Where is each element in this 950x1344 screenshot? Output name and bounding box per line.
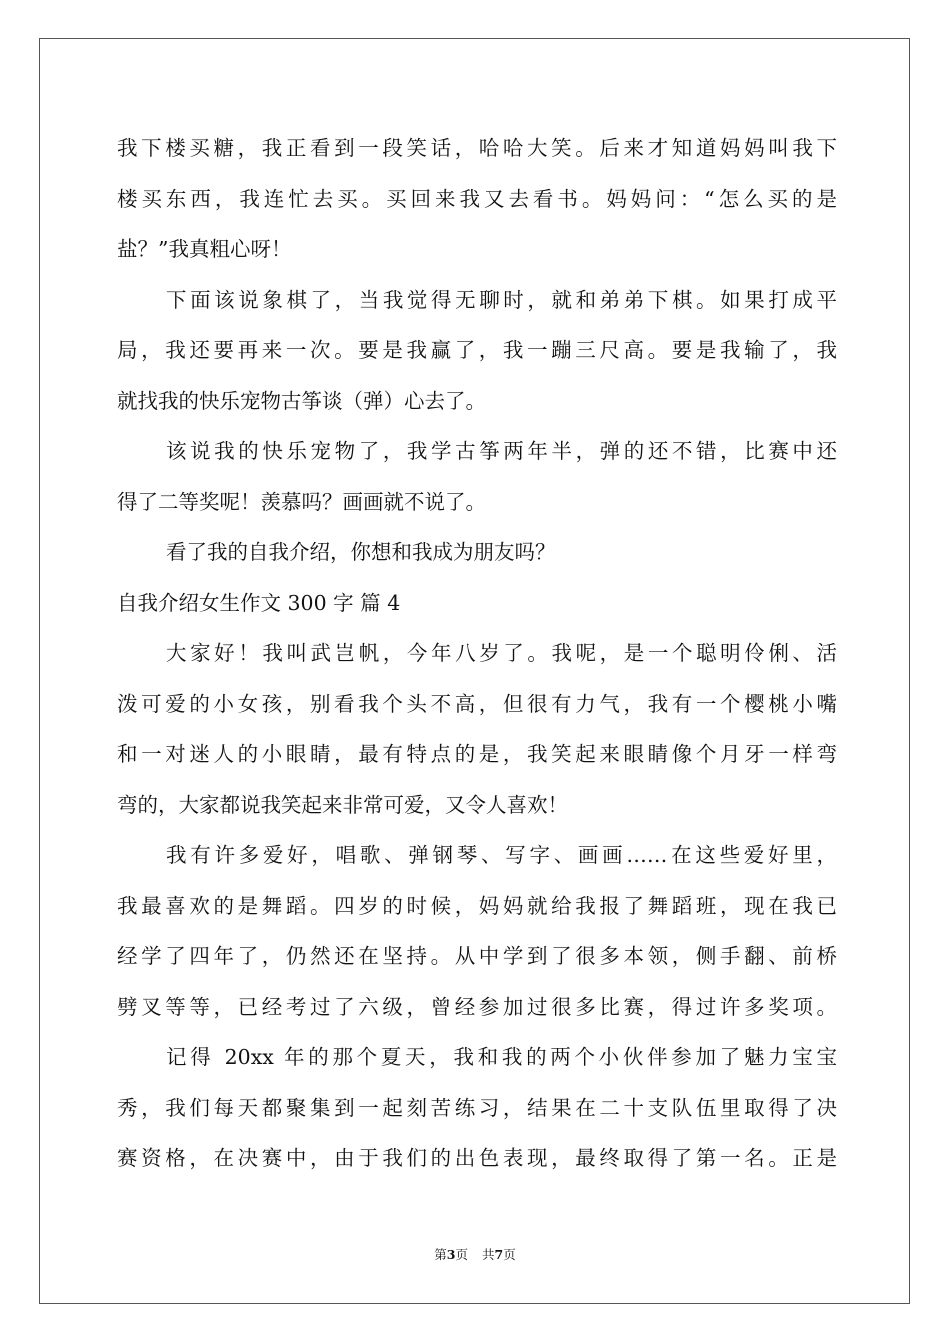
text-line-18: 劈叉等等，已经考过了六级，曾经参加过很多比赛，得过许多奖项。	[117, 994, 837, 1019]
text-line-20: 秀，我们每天都聚集到一起刻苦练习，结果在二十支队伍里取得了决	[117, 1095, 837, 1120]
text-line-21: 赛资格，在决赛中，由于我们的出色表现，最终取得了第一名。正是	[117, 1146, 837, 1170]
footer-page-number: 3	[446, 1247, 456, 1262]
text-line-6: 就找我的快乐宠物古筝谈（弹）心去了。	[117, 388, 486, 413]
text-line-9: 看了我的自我介绍，你想和我成为朋友吗？	[166, 540, 556, 564]
text-line-19: 记得 20xx 年的那个夏天，我和我的两个小伙伴参加了魅力宝宝	[166, 1045, 837, 1069]
text-line-4: 下面该说象棋了，当我觉得无聊时，就和弟弟下棋。如果打成平	[166, 287, 837, 312]
text-line-3: 盐？”我真粗心呀！	[117, 237, 292, 261]
footer-total-number: 7	[494, 1247, 504, 1262]
text-line-14: 弯的，大家都说我笑起来非常可爱，又令人喜欢！	[117, 792, 568, 817]
text-line-11: 大家好！我叫武岂帆，今年八岁了。我呢，是一个聪明伶俐、活	[166, 641, 837, 665]
text-line-8: 得了二等奖呢！羡慕吗？画画就不说了。	[117, 489, 486, 514]
footer-total-suffix: 页	[503, 1247, 516, 1262]
text-line-12: 泼可爱的小女孩，别看我个头不高，但很有力气，我有一个樱桃小嘴	[117, 691, 837, 716]
text-line-7: 该说我的快乐宠物了，我学古筝两年半，弹的还不错，比赛中还	[166, 439, 837, 463]
page-footer	[0, 1245, 950, 1263]
text-line-1: 我下楼买糖，我正看到一段笑话，哈哈大笑。后来才知道妈妈叫我下	[117, 136, 837, 160]
footer-page-prefix: 第	[434, 1247, 447, 1262]
footer-page-suffix: 页	[455, 1247, 468, 1262]
text-line-17: 经学了四年了，仍然还在坚持。从中学到了很多本领，侧手翻、前桥	[117, 944, 837, 968]
text-line-13: 和一对迷人的小眼睛，最有特点的是，我笑起来眼睛像个月牙一样弯	[117, 742, 837, 766]
text-line-2: 楼买东西，我连忙去买。买回来我又去看书。妈妈问：“怎么买的是	[117, 186, 837, 211]
text-line-5: 局，我还要再来一次。要是我赢了，我一蹦三尺高。要是我输了，我	[117, 338, 837, 362]
text-line-16: 我最喜欢的是舞蹈。四岁的时候，妈妈就给我报了舞蹈班，现在我已	[117, 893, 837, 918]
text-line-15: 我有许多爱好，唱歌、弹钢琴、写字、画画……在这些爱好里，	[166, 843, 837, 867]
footer-total-prefix: 共	[482, 1247, 495, 1262]
document-body	[117, 123, 837, 1184]
section-heading: 自我介绍女生作文 300 字 篇 4	[117, 590, 401, 615]
